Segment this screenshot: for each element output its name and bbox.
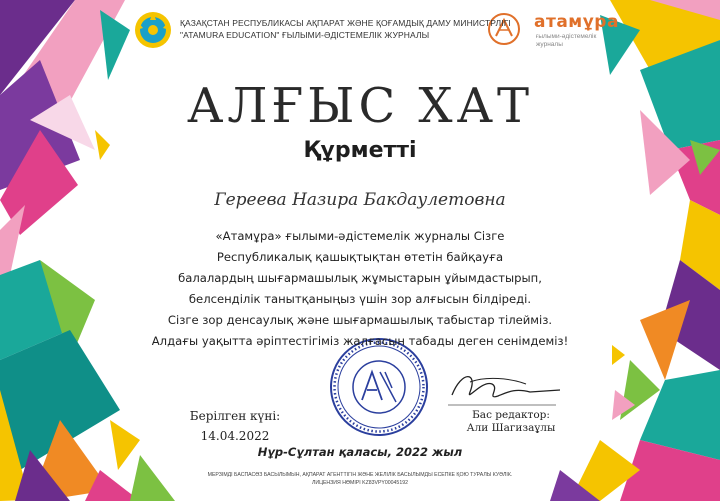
body-line: белсенділік танытқаныңыз үшін зор алғысын білдіреді. — [188, 292, 532, 306]
body-line: «Атамұра» ғылыми-әдістемелік журналы Сізге — [215, 229, 505, 243]
issued-date: 14.04.2022 — [200, 429, 270, 443]
state-emblem-icon — [135, 12, 171, 48]
round-seal-icon — [331, 339, 427, 435]
city-year: Нұр-Сұлтан қаласы, 2022 жыл — [257, 445, 463, 459]
footer-line-2: ЛИЦЕНЗИЯ НӨМІРІ KZ83VPY00045192 — [312, 480, 408, 486]
issued-label: Берілген күні: — [189, 409, 281, 423]
recipient-name: Гереева Назира Бакдаулетовна — [214, 190, 506, 210]
deco-shape — [612, 345, 625, 365]
certificate-subtitle: Құрметті — [303, 138, 417, 163]
ministry-line-1: ҚАЗАҚСТАН РЕСПУБЛИКАСЫ АҚПАРАТ ЖӘНЕ ҚОҒАМДЫҚ ДАМУ МИНИСТРЛІГІ — [180, 18, 511, 28]
brand-sub-line-1: ғылыми-әдістемелік — [536, 33, 597, 40]
brand-subtitle — [536, 33, 616, 49]
body-line: балалардың шығармашылық жұмыстарын ұйымдастырып, — [178, 271, 542, 285]
ministry-line-2: "ATAMURA EDUCATION" ҒЫЛЫМИ-ӘДІСТЕМЕЛІК ЖУРНАЛЫ — [180, 30, 430, 40]
brand-name: атамұра — [534, 12, 619, 32]
certificate-title: АЛҒЫС ХАТ — [187, 78, 533, 134]
license-footer — [150, 471, 570, 487]
editor-block — [456, 409, 566, 435]
editor-title: Бас редактор: — [472, 409, 550, 421]
ministry-header — [180, 17, 511, 41]
editor-name: Али Шагизаұлы — [466, 422, 556, 434]
body-line: Алдағы уақытта әріптестігіміз жалғасын табады деген сенімдеміз! — [151, 334, 569, 348]
deco-shape — [100, 10, 130, 80]
body-line: Сізге зор денсаулық және шығармашылық табыстар тілейміз. — [167, 313, 553, 327]
issued-block — [180, 406, 290, 446]
body-line: Республикалық қашықтықтан өтетін байқауға — [216, 250, 504, 264]
brand-sub-line-2: журналы — [536, 41, 563, 48]
footer-line-1: МЕРЗІМДІ БАСПАСӨЗ БАСЫЛЫМЫН, АҚПАРАТ АГЕНТТІГІН ЖӘНЕ ЖЕЛІЛІК БАСЫЛЫМДЫ ЕСЕПКЕ ҚОЮ ТУРАЛЫ КУӘЛІК. — [207, 472, 513, 478]
signature-icon — [448, 377, 560, 405]
certificate-body — [130, 226, 590, 352]
